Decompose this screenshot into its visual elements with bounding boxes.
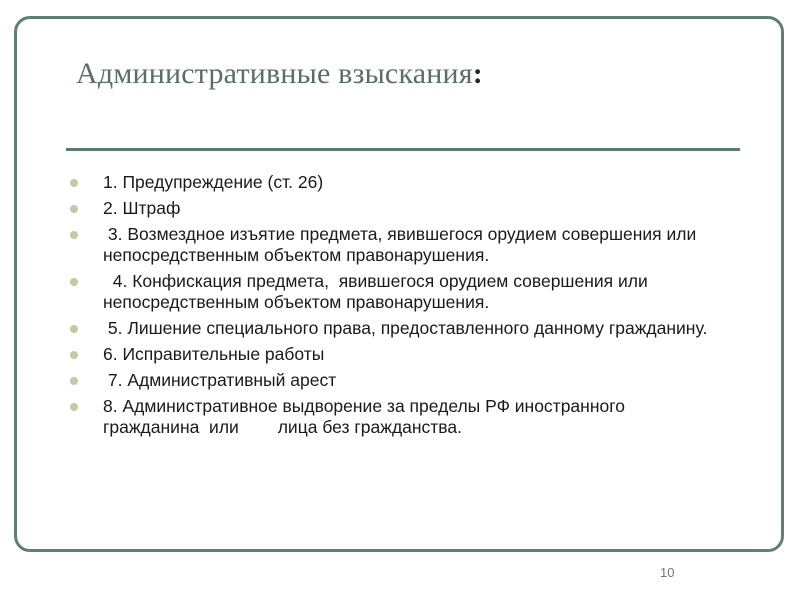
bullet-icon: [70, 179, 78, 187]
list-item: [70, 370, 710, 391]
slide-title-colon: :: [472, 57, 483, 90]
bullet-icon: [70, 403, 78, 411]
list-item: [70, 198, 710, 219]
list-item-text: 5. Лишение специального права, предоставленного данному гражданину.: [103, 318, 708, 338]
page-number: 10: [660, 565, 675, 580]
list-item-text: 2. Штраф: [103, 198, 181, 218]
bullet-icon: [70, 377, 78, 385]
list-item: [70, 172, 710, 193]
slide-title-text: Административные взыскания: [76, 57, 473, 90]
list-item-text: 6. Исправительные работы: [103, 344, 325, 364]
bullet-icon: [70, 325, 78, 333]
penalty-list: [70, 172, 721, 443]
list-item-text: 4. Конфискация предмета, явившегося орудием совершения или непосредственным объектом правонарушения.: [103, 271, 673, 312]
list-item-text: 1. Предупреждение (ст. 26): [103, 172, 324, 192]
list-item: [70, 318, 710, 339]
list-item: [70, 271, 710, 313]
list-item-text: 7. Административный арест: [103, 370, 337, 390]
list-item: [70, 344, 710, 365]
bullet-icon: [70, 278, 78, 286]
list-item: [70, 396, 710, 438]
list-item-text: 8. Административное выдворение за пределы РФ иностранного гражданина или лица без гражданства.: [103, 396, 630, 437]
bullet-icon: [70, 351, 78, 359]
bullet-icon: [70, 205, 78, 213]
bullet-icon: [70, 231, 78, 239]
list-item: [70, 224, 721, 266]
list-item-text: 3. Возмездное изъятие предмета, явившегося орудием совершения или непосредственным объектом правонарушения.: [103, 224, 721, 265]
slide-title: [76, 57, 483, 91]
title-underline: [66, 148, 740, 151]
